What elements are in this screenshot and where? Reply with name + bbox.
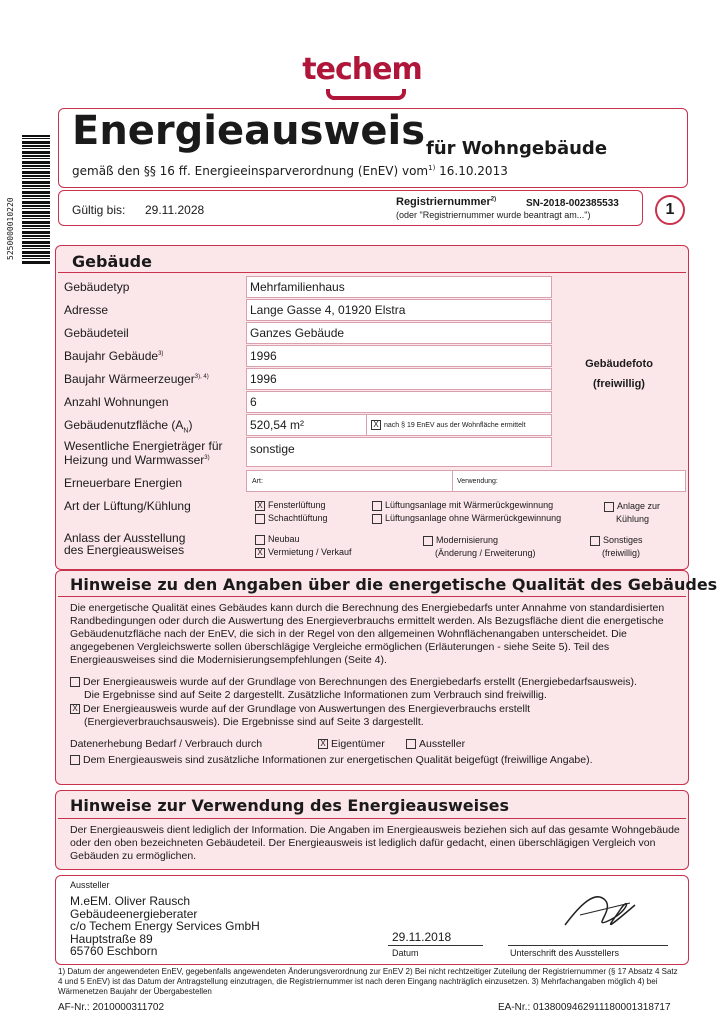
ohne-wrg-checkbox[interactable] <box>372 514 382 524</box>
opt-sonstiges <box>590 534 643 560</box>
nutzflaeche-checkbox[interactable]: X <box>371 420 381 430</box>
row-value-baujahr: 1996 <box>250 349 277 363</box>
kuehlung-checkbox[interactable] <box>604 502 614 512</box>
energietraeger-sup: 3) <box>204 455 210 461</box>
sonst-label1: Sonstiges <box>603 535 643 545</box>
bedarf-checkbox[interactable] <box>70 677 80 687</box>
registration-number: SN-2018-002385533 <box>526 198 619 209</box>
fenster-label: Fensterlüftung <box>268 500 326 510</box>
bedarf-line1: Der Energieausweis wurde auf der Grundlage von Berechnungen des Energiebedarfs erstellt (Energiebedarfsausweis). <box>83 676 637 688</box>
kuehlung-label1: Anlage zur <box>617 501 661 511</box>
sonst-label2: (freiwillig) <box>602 548 640 558</box>
page-number-circle: 1 <box>655 195 685 225</box>
eigentuemer-label: Eigentümer <box>331 738 385 750</box>
hinweise-verwendung-text: Der Energieausweis dient lediglich der Information. Die Angaben im Energieausweis beziehen sich auf das gesamte Wohngebäude oder den oben bezeichneten Gebäudeteil. Der Energieausweis ist lediglich dafür gedacht, einen überschlägigen Vergleich von Gebäuden zu ermöglichen. <box>70 824 680 862</box>
row-value-adresse: Lange Gasse 4, 01920 Elstra <box>250 303 406 317</box>
baujahr-sup: 3) <box>158 351 164 357</box>
row-label-energietraeger <box>64 440 244 466</box>
enev-text: gemäß den §§ 16 ff. Energieeinsparverordnung (EnEV) vom <box>72 164 429 178</box>
hinweise-verwendung-title: Hinweise zur Verwendung des Energieausweises <box>70 796 509 815</box>
issue-date: 29.11.2018 <box>392 930 452 944</box>
row-label-baujahr-waerme <box>64 372 244 386</box>
signature-label: Unterschrift des Ausstellers <box>510 948 620 958</box>
row-value-gebaeudeteil: Ganzes Gebäude <box>250 326 345 340</box>
eigentuemer-checkbox[interactable]: X <box>318 739 328 749</box>
aussteller-line: Hauptstraße 89 <box>70 931 153 946</box>
opt-aussteller <box>406 738 465 751</box>
verbrauch-line2: (Energieverbrauchsausweis). Die Ergebnisse sind auf Seite 3 dargestellt. <box>84 716 424 728</box>
hinweise2-divider <box>58 818 686 819</box>
row-label-anlass <box>64 532 244 556</box>
opt-modernisierung <box>423 534 536 560</box>
opt-kuehlung <box>604 500 660 526</box>
opt-vermietung <box>255 547 352 558</box>
hinweise1-divider <box>58 596 686 597</box>
document-title: Energieausweis <box>72 108 426 154</box>
row-label-lueftung: Art der Lüftung/Kühlung <box>64 499 191 513</box>
ea-number: EA-Nr.: 0138009462911180001318717 <box>498 1002 671 1013</box>
modernisierung-checkbox[interactable] <box>423 536 433 546</box>
opt-fenster <box>255 500 326 511</box>
footnotes: 1) Datum der angewendeten EnEV, gegebenfalls angewendeten Änderungsverordnung zur EnEV 2) Bei nicht rechtzeitiger Zuteilung der Registriernummer (§ 17 Absatz 4 Satz 4 und 5 EnEV) ist das Datum der Antragstellung einzutragen, die Registriernummer ist nach deren Eingang nachträglich einzusetzen. 3) Mehrfachangaben möglich 4) bei Wärmenetzen Baujahr der Übergabestellen <box>58 967 678 996</box>
reg-label-text: Registriernummer <box>396 196 491 208</box>
nutzflaeche-note: nach § 19 EnEV aus der Wohnfläche ermittelt <box>384 421 526 429</box>
nutzflaeche-check-line <box>371 420 526 430</box>
aussteller-line: Gebäudeenergieberater <box>70 906 198 921</box>
aussteller-label: Aussteller <box>419 738 466 750</box>
bedarf-line2: Die Ergebnisse sind auf Seite 2 dargestellt. Zusätzliche Informationen zum Verbrauch sind freiwillig. <box>84 689 547 701</box>
row-value-energietraeger: sonstige <box>250 442 295 456</box>
row-value-wohnungen: 6 <box>250 395 257 409</box>
modern-label2: (Änderung / Erweiterung) <box>435 548 536 558</box>
opt-neubau <box>255 534 300 545</box>
valid-until-label: Gültig bis: <box>72 203 126 217</box>
sonstiges-checkbox[interactable] <box>590 536 600 546</box>
hinweise-qualitaet-title: Hinweise zu den Angaben über die energetische Qualität des Gebäudes <box>70 575 718 594</box>
aussteller-checkbox[interactable] <box>406 739 416 749</box>
signature-line <box>508 945 668 946</box>
photo-label-2: (freiwillig) <box>593 378 645 390</box>
techem-logo: techem <box>302 52 422 87</box>
opt-eigentuemer <box>318 738 385 751</box>
barcode <box>22 135 50 265</box>
vermietung-checkbox[interactable]: X <box>255 548 265 558</box>
opt-schacht <box>255 513 328 524</box>
registration-label <box>396 196 496 208</box>
zusatz-label: Dem Energieausweis sind zusätzliche Informationen zur energetischen Qualität beigefügt (freiwillige Angabe). <box>83 754 593 766</box>
baujahr-waerme-text: Baujahr Wärmeerzeuger <box>64 372 195 386</box>
neubau-checkbox[interactable] <box>255 535 265 545</box>
opt-bedarf <box>70 676 680 702</box>
aussteller-line: M.eEM. Oliver Rausch <box>70 894 191 908</box>
art-divider <box>452 470 453 492</box>
barcode-number: 5250000010220 <box>6 197 15 260</box>
building-photo-placeholder <box>553 276 685 467</box>
aussteller-line: 65760 Eschborn <box>70 944 158 958</box>
schacht-label: Schachtlüftung <box>268 513 328 523</box>
row-label-gebaeudetyp: Gebäudetyp <box>64 280 130 294</box>
energietraeger-line1: Wesentliche Energieträger für <box>64 439 223 453</box>
schacht-checkbox[interactable] <box>255 514 265 524</box>
row-label-nutzflaeche <box>64 418 244 434</box>
date-line <box>388 945 483 946</box>
enev-sup: 1) <box>428 164 436 172</box>
energietraeger-line2: Heizung und Warmwasser <box>64 453 205 467</box>
gebaeude-divider <box>58 272 686 273</box>
anlass-line1: Anlass der Ausstellung <box>64 531 186 545</box>
baujahr-waerme-sup: 3), 4) <box>194 374 209 380</box>
ohne-wrg-label: Lüftungsanlage ohne Wärmerückgewinnung <box>385 513 562 523</box>
verbrauch-line1: Der Energieausweis wurde auf der Grundlage von Auswertungen des Energieverbrauchs erstellt <box>83 703 531 715</box>
enev-line <box>72 164 508 178</box>
row-label-wohnungen: Anzahl Wohnungen <box>64 395 169 409</box>
nutzflaeche-text: Gebäudenutzfläche (A <box>64 418 184 432</box>
kuehlung-label2: Kühlung <box>616 514 650 524</box>
aussteller-address <box>70 895 260 958</box>
signature <box>560 885 640 940</box>
modern-label1: Modernisierung <box>436 535 499 545</box>
nutzflaeche-divider <box>366 414 367 436</box>
mit-wrg-label: Lüftungsanlage mit Wärmerückgewinnung <box>385 500 554 510</box>
art-label: Art: <box>252 478 263 485</box>
mit-wrg-checkbox[interactable] <box>372 501 382 511</box>
logo-underline <box>326 89 406 100</box>
row-value-nutzflaeche: 520,54 m² <box>250 418 305 432</box>
verwendung-label: Verwendung: <box>457 478 498 485</box>
opt-mit-wrg <box>372 500 553 511</box>
registration-note: (oder "Registriernummer wurde beantragt am...") <box>396 210 591 220</box>
zusatz-checkbox[interactable] <box>70 755 80 765</box>
date-label: Datum <box>392 948 419 958</box>
neubau-label: Neubau <box>268 534 300 544</box>
vermietung-label: Vermietung / Verkauf <box>268 547 352 557</box>
photo-label-1: Gebäudefoto <box>585 358 653 370</box>
anlass-line2: des Energieausweises <box>64 543 185 557</box>
hinweise-paragraph: Die energetische Qualität eines Gebäudes kann durch die Berechnung des Energiebedarfs unter Annahme von standardisierten Randbedingungen oder durch die Auswertung des Energieverbrauchs ermittelt werden. Als Bezugsfläche dient die energetische Gebäudenutzfläche nach der EnEV, die sich in der Regel von den allgemeinen Wohnflächenangaben unterscheidet. Die angegebenen Vergleichswerte sollen überschlägige Vergleiche ermöglichen (Erläuterungen - siehe Seite 5). Teil des Energieausweises sind die Modernisierungsempfehlungen (Seite 4). <box>70 602 665 666</box>
valid-until-date: 29.11.2028 <box>145 203 205 217</box>
enev-date: 16.10.2013 <box>439 164 508 178</box>
row-label-adresse: Adresse <box>64 303 109 317</box>
row-value-gebaeudetyp: Mehrfamilienhaus <box>250 280 345 294</box>
nutzflaeche-sub: N <box>183 427 189 435</box>
opt-verbrauch <box>70 703 680 729</box>
gebaeude-title: Gebäude <box>72 252 152 271</box>
af-number: AF-Nr.: 2010000311702 <box>58 1002 165 1013</box>
reg-sup: 2) <box>490 196 497 203</box>
row-label-erneuerbar: Erneuerbare Energien <box>64 476 183 490</box>
aussteller-label: Aussteller <box>70 880 110 890</box>
row-label-gebaeudeteil: Gebäudeteil <box>64 326 129 340</box>
nutzflaeche-close: ) <box>188 418 193 432</box>
opt-ohne-wrg <box>372 513 561 524</box>
verbrauch-checkbox[interactable]: X <box>70 704 80 714</box>
row-label-baujahr <box>64 349 244 363</box>
datenerhebung-label: Datenerhebung Bedarf / Verbrauch durch <box>70 738 263 750</box>
aussteller-line: c/o Techem Energy Services GmbH <box>70 919 260 933</box>
row-value-baujahr-waerme: 1996 <box>250 372 277 386</box>
opt-zusatz <box>70 754 680 767</box>
baujahr-text: Baujahr Gebäude <box>64 349 159 363</box>
document-subtitle: für Wohngebäude <box>426 138 608 159</box>
fenster-checkbox[interactable]: X <box>255 501 265 511</box>
